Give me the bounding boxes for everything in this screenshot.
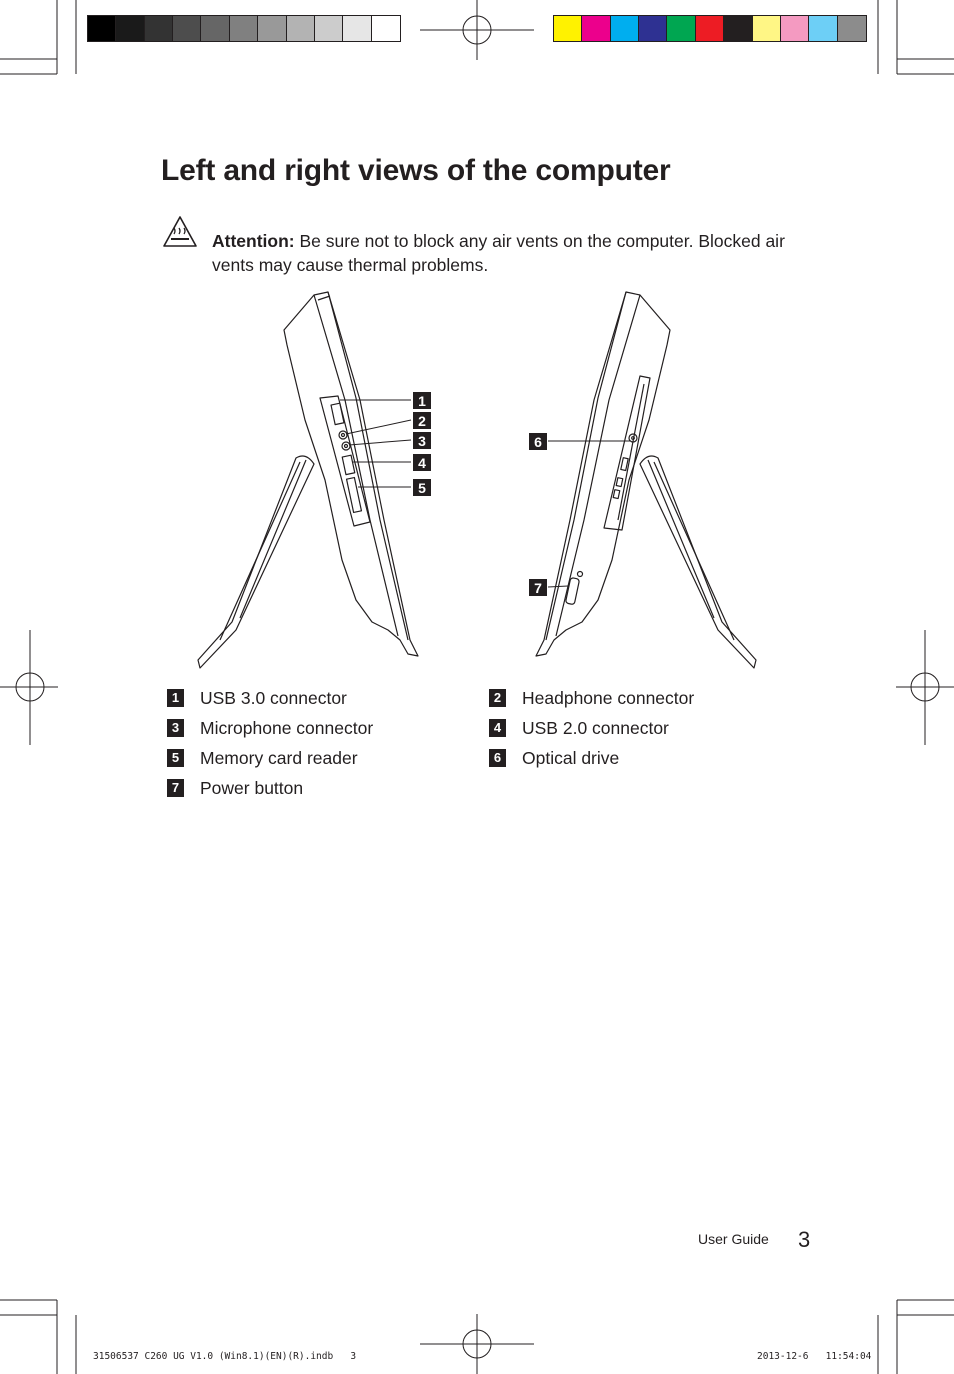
color-swatch [696,16,724,41]
legend-item-1 [167,683,347,713]
callout-5: 5 [418,480,426,496]
legend-item-6 [489,743,619,773]
color-swatch [145,16,173,41]
color-swatch [230,16,258,41]
color-swatch [809,16,837,41]
callout-3: 3 [418,433,426,449]
legend-item-7 [167,773,303,803]
attention-text: Be sure not to block any air vents on the computer. Blocked air vents may cause thermal problems. [212,231,785,275]
color-swatch [372,16,400,41]
legend-badge: 4 [489,719,506,737]
legend-item-2 [489,683,694,713]
callout-leaders [340,400,630,587]
color-swatch [201,16,229,41]
legend-label: Headphone connector [522,687,695,708]
page-number: 3 [798,1227,811,1252]
legend-item-3 [167,713,373,743]
process-color-bar [553,15,867,42]
attention-label: Attention: [212,231,295,251]
color-swatch [315,16,343,41]
legend-badge: 5 [167,749,184,767]
callout-2: 2 [418,413,426,429]
hot-surface-warning-icon [160,212,200,252]
color-swatch [639,16,667,41]
grayscale-color-bar [87,15,401,42]
legend-label: Optical drive [522,747,620,768]
legend-label: Memory card reader [200,747,358,768]
callout-7: 7 [534,580,542,596]
color-swatch [88,16,116,41]
callout-6: 6 [534,434,542,450]
color-swatch [838,16,866,41]
right-side-view [536,292,756,668]
legend-label: USB 3.0 connector [200,687,347,708]
legend-item-4 [489,713,669,743]
side-views-illustration [0,280,954,670]
page-title: Left and right views of the computer [161,154,671,187]
legend-label: Power button [200,777,304,798]
legend-badge: 3 [167,719,184,737]
left-side-view [198,292,418,668]
legend-item-5 [167,743,358,773]
print-slug-filename: 31506537 C260 UG V1.0 (Win8.1)(EN)(R).indb 3 [93,1351,357,1362]
color-swatch [287,16,315,41]
legend-label: Microphone connector [200,717,374,738]
color-swatch [724,16,752,41]
color-swatch [667,16,695,41]
legend-badge: 1 [167,689,184,707]
legend-badge: 6 [489,749,506,767]
attention-note [212,229,812,277]
callout-1: 1 [418,393,426,409]
footer-label: User Guide [698,1231,769,1247]
color-swatch [258,16,286,41]
color-swatch [582,16,610,41]
color-swatch [753,16,781,41]
color-swatch [611,16,639,41]
legend-badge: 2 [489,689,506,707]
legend-label: USB 2.0 connector [522,717,669,738]
color-swatch [343,16,371,41]
color-swatch [781,16,809,41]
color-swatch [173,16,201,41]
color-swatch [554,16,582,41]
color-swatch [116,16,144,41]
callout-4: 4 [418,455,426,471]
print-slug-timestamp: 2013-12-6 11:54:04 [757,1351,872,1362]
legend-badge: 7 [167,779,184,797]
